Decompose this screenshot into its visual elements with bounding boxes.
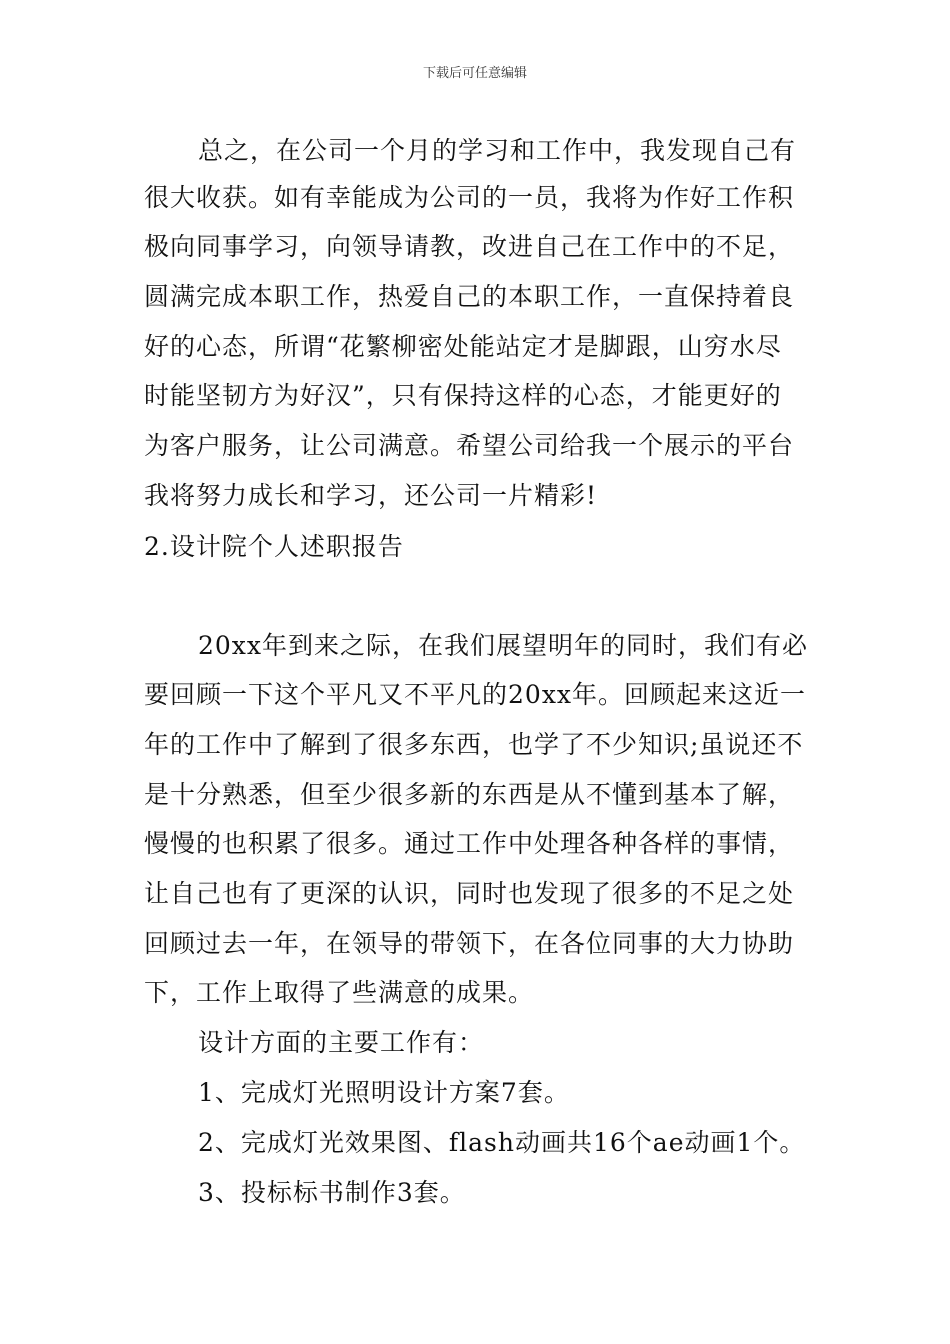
paragraph-line: 圆满完成本职工作，热爱自己的本职工作，一直保持着良 <box>144 282 795 311</box>
paragraph-line: 20xx年到来之际，在我们展望明年的同时，我们有必 <box>198 631 809 660</box>
paragraph-line: 总之，在公司一个月的学习和工作中，我发现自己有 <box>198 136 797 165</box>
paragraph-line: 年的工作中了解到了很多东西，也学了不少知识;虽说还不 <box>144 730 804 759</box>
paragraph-line: 我将努力成长和学习，还公司一片精彩! <box>144 481 598 510</box>
section-heading: 2.设计院个人述职报告 <box>144 532 404 561</box>
list-item: 3、投标标书制作3套。 <box>198 1178 466 1207</box>
paragraph-line: 回顾过去一年，在领导的带领下，在各位同事的大力协助 <box>144 929 795 958</box>
paragraph-line: 好的心态，所谓“花繁柳密处能站定才是脚跟，山穷水尽 <box>144 332 782 361</box>
paragraph-line: 是十分熟悉，但至少很多新的东西是从不懂到基本了解， <box>144 780 795 809</box>
paragraph-line: 下，工作上取得了些满意的成果。 <box>144 978 535 1007</box>
paragraph-line: 极向同事学习，向领导请教，改进自己在工作中的不足， <box>144 232 795 261</box>
paragraph-line: 时能坚韧方为好汉”，只有保持这样的心态，才能更好的 <box>144 381 782 410</box>
paragraph-line: 很大收获。如有幸能成为公司的一员，我将为作好工作积 <box>144 183 795 212</box>
paragraph-line: 慢慢的也积累了很多。通过工作中处理各种各样的事情， <box>144 829 795 858</box>
paragraph-line: 要回顾一下这个平凡又不平凡的20xx年。回顾起来这近一 <box>144 680 807 709</box>
list-heading: 设计方面的主要工作有： <box>198 1028 485 1057</box>
list-item: 2、完成灯光效果图、flash动画共16个ae动画1个。 <box>198 1128 806 1157</box>
page-header-note: 下载后可任意编辑 <box>422 66 527 81</box>
paragraph-line: 为客户服务，让公司满意。希望公司给我一个展示的平台 <box>144 431 795 460</box>
list-item: 1、完成灯光照明设计方案7套。 <box>198 1078 570 1107</box>
paragraph-line: 让自己也有了更深的认识，同时也发现了很多的不足之处 <box>144 879 795 908</box>
